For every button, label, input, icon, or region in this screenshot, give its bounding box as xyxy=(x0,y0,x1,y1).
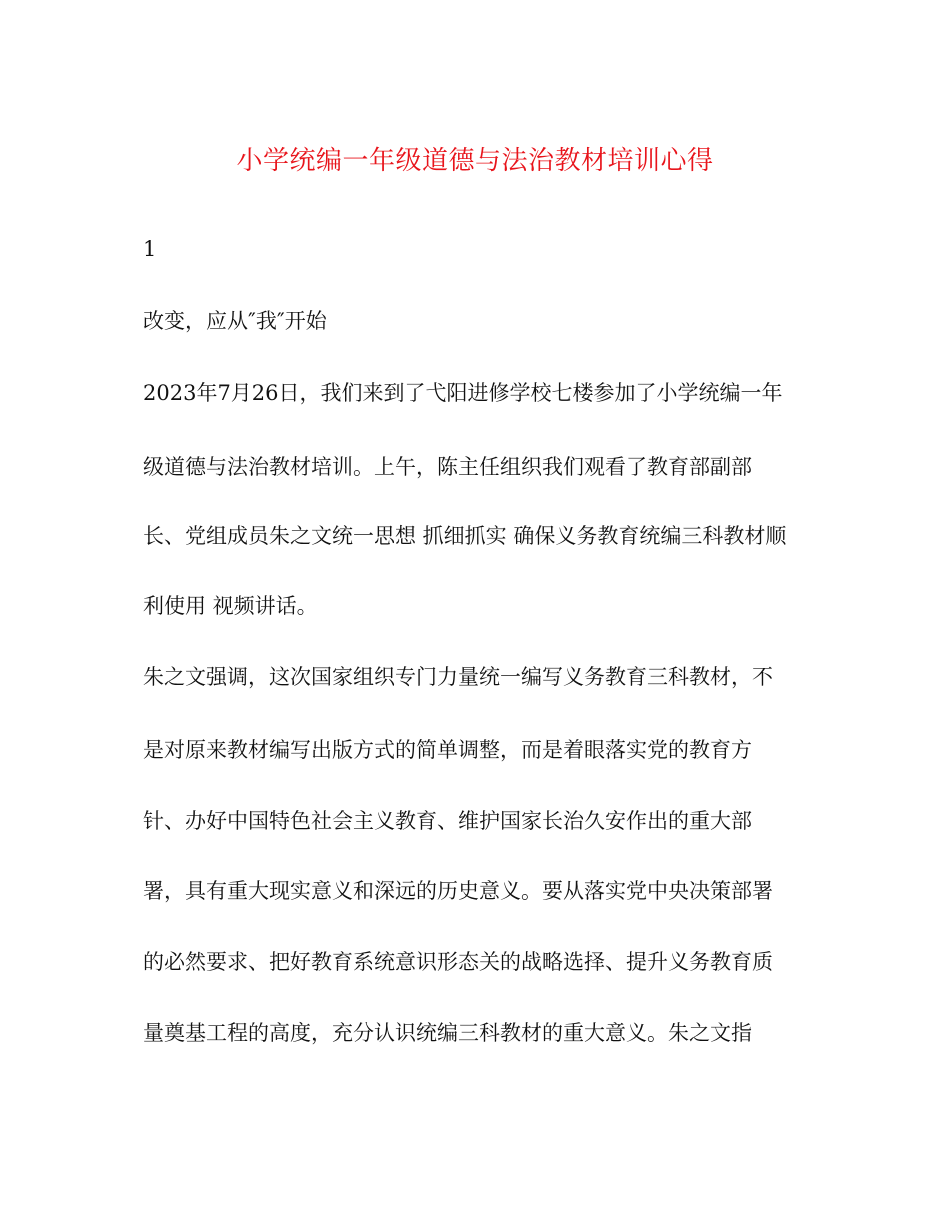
document-title: 小学统编一年级道德与法治教材培训心得 xyxy=(236,146,714,176)
body-line: 是对原来教材编写出版方式的简单调整，而是着眼落实党的教育方 xyxy=(143,738,752,762)
body-line: 量奠基工程的高度，充分认识统编三科教材的重大意义。朱之文指 xyxy=(143,1021,752,1045)
body-line: 2023年7月26日，我们来到了弋阳进修学校七楼参加了小学统编一年 xyxy=(143,381,783,405)
body-line: 长、党组成员朱之文统一思想 抓细抓实 确保义务教育统编三科教材顺 xyxy=(143,524,787,548)
body-line: 级道德与法治教材培训。上午，陈主任组织我们观看了教育部副部 xyxy=(143,455,752,479)
body-line: 的必然要求、把好教育系统意识形态关的战略选择、提升义务教育质 xyxy=(143,950,773,974)
section-number: 1 xyxy=(143,237,157,261)
body-line: 署，具有重大现实意义和深远的历史意义。要从落实党中央决策部署 xyxy=(143,879,773,903)
body-line: 利使用 视频讲话。 xyxy=(143,594,318,618)
body-line: 朱之文强调，这次国家组织专门力量统一编写义务教育三科教材，不 xyxy=(143,665,773,689)
section-heading: 改变，应从″我″开始 xyxy=(143,309,327,333)
body-line: 针、办好中国特色社会主义教育、维护国家长治久安作出的重大部 xyxy=(143,809,752,833)
